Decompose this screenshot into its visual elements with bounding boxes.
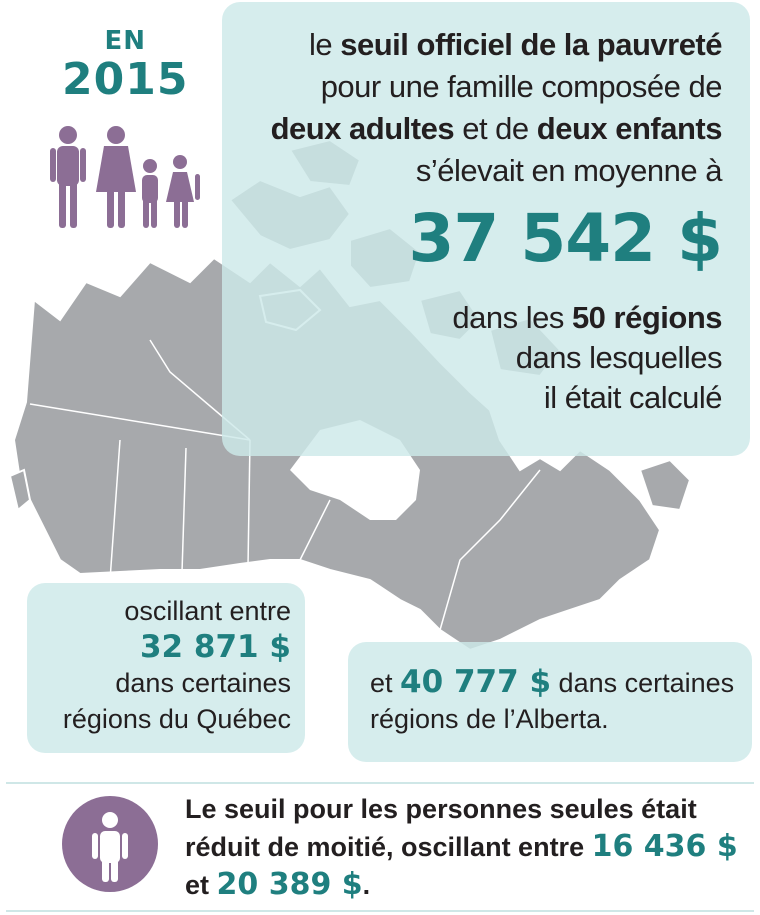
single-person-text	[185, 790, 738, 904]
year-label: EN	[104, 26, 146, 56]
divider-top	[6, 782, 754, 784]
single-line2: réduit de moitié, oscillant entre	[185, 832, 592, 862]
main-description	[222, 24, 722, 192]
family-icon	[50, 126, 200, 230]
quebec-text	[63, 593, 291, 737]
alberta-amount: 40 777 $	[400, 664, 552, 700]
average-threshold-amount: 37 542 $	[408, 200, 722, 277]
main-line3-a: deux adultes	[270, 111, 455, 146]
newfoundland	[640, 460, 690, 510]
regions-description	[322, 298, 722, 418]
alberta-box	[348, 642, 752, 762]
regions-line1-a: dans les	[452, 300, 572, 335]
alberta-pre: et	[370, 668, 401, 698]
main-line3-b: et de	[454, 111, 537, 146]
alberta-post: dans certaines	[551, 668, 735, 698]
single-end: .	[362, 870, 371, 900]
single-amount-high: 20 389 $	[216, 867, 363, 902]
quebec-box	[27, 583, 305, 753]
quebec-line3: régions du Québec	[62, 704, 291, 734]
main-line3-c: deux enfants	[536, 111, 722, 146]
quebec-amount: 32 871 $	[139, 629, 291, 665]
divider-bottom	[6, 910, 754, 912]
main-info-box	[222, 2, 750, 456]
single-line1: Le seuil pour les personnes seules était	[185, 794, 697, 824]
single-line3: et	[185, 870, 217, 900]
main-line1-a: le	[309, 27, 341, 62]
single-amount-low: 16 436 $	[591, 829, 738, 864]
regions-line3: il était calculé	[543, 380, 722, 415]
year-block	[62, 26, 188, 104]
main-line2: pour une famille composée de	[320, 69, 722, 104]
alberta-line2: régions de l’Alberta.	[370, 704, 609, 734]
regions-line2: dans lesquelles	[515, 340, 722, 375]
quebec-line2: dans certaines	[115, 668, 291, 698]
year-value: 2015	[62, 54, 189, 105]
regions-line1-b: 50 régions	[571, 300, 722, 335]
main-line4: s’élevait en moyenne à	[415, 153, 722, 188]
quebec-line1: oscillant entre	[124, 596, 291, 626]
alberta-text	[370, 664, 734, 737]
person-icon	[62, 796, 158, 892]
main-line1-b: seuil officiel de la pauvreté	[340, 27, 722, 62]
